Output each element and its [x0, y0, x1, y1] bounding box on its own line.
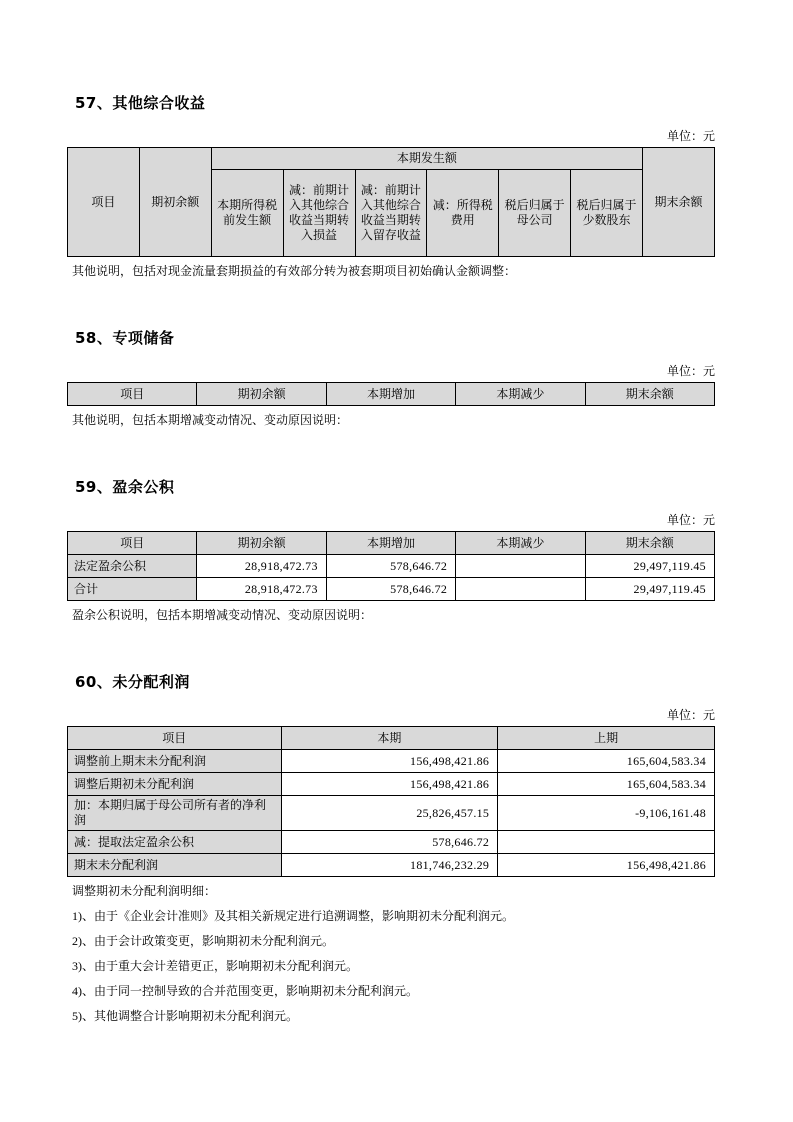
section-59-title: 59、盈余公积: [75, 478, 175, 496]
value-cell: 28,918,472.73: [197, 555, 326, 578]
undistributed-profit-table: [67, 726, 715, 877]
value-cell: 25,826,457.15: [281, 796, 498, 831]
value-cell: [498, 831, 715, 854]
value-cell: 578,646.72: [326, 555, 455, 578]
table-row-total: [68, 578, 715, 601]
subheader-minority-after-tax: 税后归属于少数股东: [571, 170, 643, 257]
unit-label: 单位：元: [666, 364, 715, 378]
value-cell: 156,498,421.86: [281, 750, 498, 773]
header-cell-current-period: 本期: [281, 727, 498, 750]
row-label-cell: 调整后期初未分配利润: [68, 773, 282, 796]
header-cell-item: 项目: [68, 148, 140, 257]
list-item: 2)、由于会计政策变更，影响期初未分配利润元。: [72, 934, 334, 948]
subheader-income-tax: 减：所得税费用: [427, 170, 499, 257]
value-cell: [456, 555, 585, 578]
list-item: 5)、其他调整合计影响期初未分配利润元。: [72, 1009, 298, 1023]
table-row-closing-undistributed: [68, 854, 715, 877]
section-60-note: 调整期初未分配利润明细：: [72, 884, 217, 898]
subheader-transfer-to-retained: 减：前期计入其他综合收益当期转入留存收益: [355, 170, 427, 257]
header-cell-closing-balance: 期末余额: [643, 148, 715, 257]
header-cell-item: 项目: [68, 532, 197, 555]
adjustment-detail-list: [72, 909, 715, 1023]
section-60-undistributed-profit: [67, 674, 715, 1023]
other-comprehensive-income-table: [67, 147, 715, 257]
table-row-statutory-surplus-withdrawal: [68, 831, 715, 854]
surplus-reserves-table: [67, 531, 715, 601]
header-cell-increase: 本期增加: [326, 532, 455, 555]
list-item: 1)、由于《企业会计准则》及其相关新规定进行追溯调整，影响期初未分配利润元。: [72, 909, 514, 923]
unit-label: 单位：元: [666, 513, 715, 527]
value-cell: 156,498,421.86: [281, 773, 498, 796]
value-cell: 29,497,119.45: [585, 578, 714, 601]
table-row-net-profit: [68, 796, 715, 831]
row-label-cell: 减：提取法定盈余公积: [68, 831, 282, 854]
subheader-parent-after-tax: 税后归属于母公司: [499, 170, 571, 257]
header-cell-opening-balance: 期初余额: [197, 383, 326, 406]
section-57-note: 其他说明，包括对现金流量套期损益的有效部分转为被套期项目初始确认金额调整：: [72, 264, 517, 278]
header-cell-prior-period: 上期: [498, 727, 715, 750]
list-item: 3)、由于重大会计差错更正，影响期初未分配利润元。: [72, 959, 358, 973]
row-label-cell: 期末未分配利润: [68, 854, 282, 877]
section-58-title: 58、专项储备: [75, 329, 175, 347]
value-cell: 156,498,421.86: [498, 854, 715, 877]
value-cell: 181,746,232.29: [281, 854, 498, 877]
list-item: 4)、由于同一控制导致的合并范围变更，影响期初未分配利润元。: [72, 984, 418, 998]
section-58-special-reserves: [67, 330, 715, 427]
table-row-post-adjustment: [68, 773, 715, 796]
value-cell: 578,646.72: [326, 578, 455, 601]
subheader-pretax-amount: 本期所得税前发生额: [211, 170, 283, 257]
section-57-title: 57、其他综合收益: [75, 94, 206, 112]
value-cell: -9,106,161.48: [498, 796, 715, 831]
unit-label: 单位：元: [666, 708, 715, 722]
value-cell: 28,918,472.73: [197, 578, 326, 601]
special-reserves-table: [67, 382, 715, 406]
header-cell-decrease: 本期减少: [456, 383, 585, 406]
header-cell-item: 项目: [68, 727, 282, 750]
subheader-transfer-to-pl: 减：前期计入其他综合收益当期转入损益: [283, 170, 355, 257]
value-cell: 29,497,119.45: [585, 555, 714, 578]
section-60-title: 60、未分配利润: [75, 673, 190, 691]
row-label-cell: 法定盈余公积: [68, 555, 197, 578]
header-cell-increase: 本期增加: [326, 383, 455, 406]
table-row-statutory-surplus: [68, 555, 715, 578]
section-59-note: 盈余公积说明，包括本期增减变动情况、变动原因说明：: [72, 608, 373, 622]
row-label-cell: 调整前上期末未分配利润: [68, 750, 282, 773]
row-label-cell: 加：本期归属于母公司所有者的净利润: [68, 796, 282, 831]
header-cell-closing-balance: 期末余额: [585, 383, 714, 406]
header-cell-opening-balance: 期初余额: [197, 532, 326, 555]
section-57-other-comprehensive-income: [67, 95, 715, 278]
section-59-surplus-reserves: [67, 479, 715, 622]
value-cell: 165,604,583.34: [498, 773, 715, 796]
unit-label: 单位：元: [666, 129, 715, 143]
header-cell-opening-balance: 期初余额: [139, 148, 211, 257]
header-cell-item: 项目: [68, 383, 197, 406]
table-row-pre-adjustment: [68, 750, 715, 773]
row-label-cell: 合计: [68, 578, 197, 601]
section-58-note: 其他说明，包括本期增减变动情况、变动原因说明：: [72, 413, 349, 427]
header-cell-closing-balance: 期末余额: [585, 532, 714, 555]
value-cell: 578,646.72: [281, 831, 498, 854]
header-cell-decrease: 本期减少: [456, 532, 585, 555]
value-cell: 165,604,583.34: [498, 750, 715, 773]
value-cell: [456, 578, 585, 601]
header-cell-current-period-group: 本期发生额: [211, 148, 642, 170]
